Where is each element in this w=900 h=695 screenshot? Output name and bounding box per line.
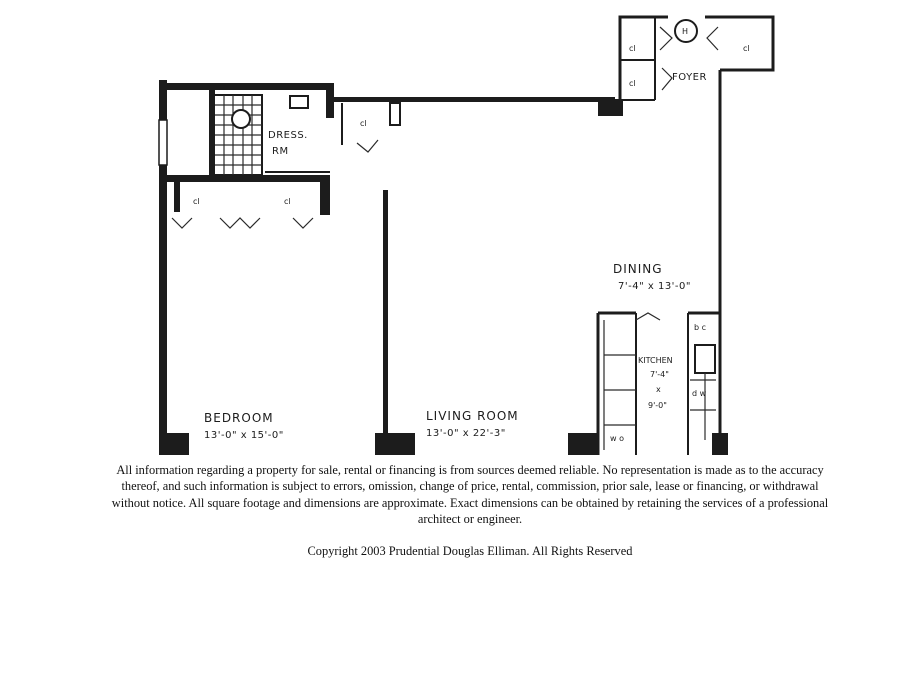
closet-label-foyer-3: cl <box>743 44 750 53</box>
bc-label: b c <box>694 323 707 332</box>
bedroom-living-partition <box>383 190 388 435</box>
foyer-pier <box>598 99 623 116</box>
closet-side-wall <box>320 175 330 215</box>
bottom-pier-right <box>568 433 598 455</box>
kitchen-label: KITCHEN <box>638 356 673 365</box>
dining-dims: 7'-4" x 13'-0" <box>618 281 692 292</box>
bedroom-label: BEDROOM <box>204 411 274 425</box>
left-wall-window <box>159 120 167 165</box>
closet-label-foyer-2: cl <box>629 79 636 88</box>
closet-doors <box>172 218 313 228</box>
kitchen-dims-line1: 7'-4" <box>650 370 669 379</box>
closet-label-bedroom-1: cl <box>193 197 200 206</box>
closet-label-foyer-1: cl <box>629 44 636 53</box>
dress-room-wall <box>326 88 334 118</box>
wo-label: w o <box>610 434 624 443</box>
living-room-dims: 13'-0" x 22'-3" <box>426 428 506 439</box>
heater-label: H <box>682 27 689 36</box>
closet-divider <box>174 182 180 212</box>
dress-room-label-line2: RM <box>272 146 289 157</box>
disclaimer-text: All information regarding a property for sale, rental or financing is from sources deemed reliable. No representation is made as to the accuracy thereof, and such information is subject to errors, omission, change of price, rental, commission, prior sale, lease or financing, or withdrawal without notice. All square footage and dimensions are approximate. Exact dimensions can be obtained by retaining the services of a professional architect or engineer. <box>111 463 829 526</box>
dress-room-label-line1: DRESS. <box>268 130 308 141</box>
kitchen-dims-line2: x <box>656 385 661 394</box>
closet-label-corridor: cl <box>360 119 367 128</box>
bath-wall-left <box>209 90 215 180</box>
bath-tile-floor <box>214 95 262 175</box>
top-wall-left <box>159 83 334 90</box>
bedroom-dims: 13'-0" x 15'-0" <box>204 430 284 441</box>
foyer-structure <box>620 17 773 100</box>
foyer-label: FOYER <box>672 72 707 83</box>
corridor-closet-box <box>390 103 400 125</box>
living-room-label: LIVING ROOM <box>426 409 519 423</box>
dress-room-sink <box>290 96 308 108</box>
corridor-closet-door <box>357 140 378 152</box>
dw-label: d w <box>692 389 707 398</box>
closet-label-bedroom-2: cl <box>284 197 291 206</box>
bottom-pier-left <box>167 433 189 455</box>
copyright-text: Copyright 2003 Prudential Douglas Elliman. All Rights Reserved <box>307 544 633 558</box>
corridor-top-wall <box>330 97 615 102</box>
kitchen-dims-line3: 9'-0" <box>648 401 667 410</box>
bottom-pier-middle <box>375 433 415 455</box>
bedroom-closet-wall <box>167 175 329 182</box>
dining-label: DINING <box>613 262 663 276</box>
